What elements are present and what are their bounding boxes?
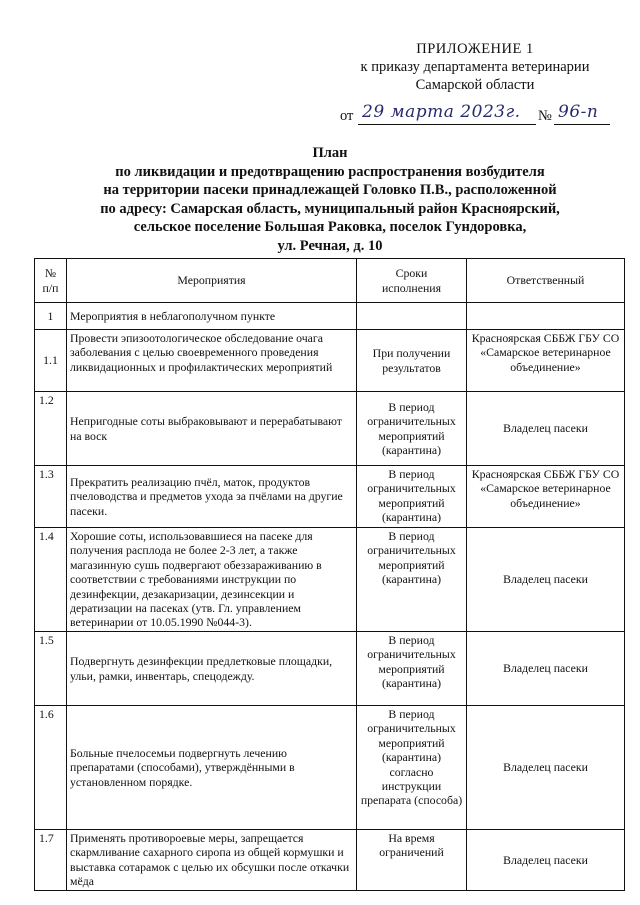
- plan-line: по ликвидации и предотвращению распространения возбудителя: [115, 163, 545, 180]
- row-responsible: Красноярская СББЖ ГБУ СО «Самарское ветеринарное объединение»: [467, 330, 625, 392]
- appendix-header: [330, 40, 620, 94]
- header-term-line1: Сроки: [395, 266, 428, 281]
- row-activity: Подвергнуть дезинфекции предлетковые площадки, ульи, рамки, инвентарь, спецодежду.: [67, 632, 357, 706]
- plan-line: по адресу: Самарская область, муниципальный район Красноярский,: [100, 200, 560, 217]
- table-row: [35, 330, 625, 392]
- row-term: В период ограничительных мероприятий (карантина) согласно инструкции препарата (способа): [357, 706, 467, 830]
- table-row: [35, 392, 625, 466]
- row-activity: Прекратить реализацию пчёл, маток, продуктов пчеловодства и предметов ухода за пчёлами на другие пасеки.: [67, 466, 357, 528]
- plan-line: на территории пасеки принадлежащей Головко П.В., расположенной: [103, 182, 557, 199]
- section-resp-empty: [467, 303, 625, 330]
- table-header-row: [35, 259, 625, 303]
- header-activity: Мероприятия: [67, 259, 357, 303]
- appendix-title: ПРИЛОЖЕНИЕ 1: [416, 41, 534, 57]
- plan-line: ул. Речная, д. 10: [277, 237, 383, 254]
- header-num: [35, 259, 67, 303]
- row-activity: Больные пчелосемьи подвергнуть лечению препаратами (способами), утверждёнными в установленном порядке.: [67, 706, 357, 830]
- date-underline: [358, 124, 536, 125]
- row-responsible: Красноярская СББЖ ГБУ СО «Самарское ветеринарное объединение»: [467, 466, 625, 528]
- row-responsible: Владелец пасеки: [467, 706, 625, 830]
- row-activity: Провести эпизоотологическое обследование очага заболевания с целью своевременного проведения ликвидационных и профилактических мероприятий: [67, 330, 357, 392]
- row-term: В период ограничительных мероприятий (карантина): [357, 392, 467, 466]
- row-responsible: Владелец пасеки: [467, 528, 625, 632]
- row-activity: Применять противороевые меры, запрещается скармливание сахарного сиропа из общей кормушки и выставка сотарамок с целью их обсушки после откачки мёда: [67, 830, 357, 891]
- row-activity: Хорошие соты, использовавшиеся на пасеке для получения расплода не более 2-3 лет, а также магазинную сушь подвергают обеззараживанию в соответствии с требованиями инструкции по дезинфекции, дезакаризации, дезинсекции и дератизации на пасеках (утв. Гл. управлением ветеринарии от 10.05.1990 №044-3).: [67, 528, 357, 632]
- order-number-handwritten: 96-п: [558, 102, 599, 122]
- row-term: В период ограничительных мероприятий (карантина): [357, 528, 467, 632]
- row-num: 1.2: [35, 392, 67, 466]
- section-title: Мероприятия в неблагополучном пункте: [67, 303, 357, 330]
- row-activity: Непригодные соты выбраковывают и перерабатывают на воск: [67, 392, 357, 466]
- header-term: [357, 259, 467, 303]
- row-num: 1.4: [35, 528, 67, 632]
- row-responsible: Владелец пасеки: [467, 632, 625, 706]
- order-from-label: от: [340, 108, 354, 124]
- plan-title: План: [312, 145, 348, 161]
- table-row: [35, 632, 625, 706]
- order-number-label: №: [538, 108, 552, 124]
- appendix-line-2: Самарской области: [415, 77, 535, 93]
- row-term: В период ограничительных мероприятий (карантина): [357, 632, 467, 706]
- row-term: При получении результатов: [357, 330, 467, 392]
- header-responsible: Ответственный: [467, 259, 625, 303]
- header-term-line2: исполнения: [381, 280, 442, 295]
- header-num-line1: №: [44, 266, 57, 281]
- header-num-line2: п/п: [42, 280, 59, 295]
- row-responsible: Владелец пасеки: [467, 830, 625, 891]
- row-num: 1.1: [35, 330, 67, 392]
- number-underline: [554, 124, 610, 125]
- appendix-line-1: к приказу департамента ветеринарии: [360, 59, 590, 75]
- plan-heading: [100, 144, 560, 256]
- table-row: [35, 466, 625, 528]
- table-row: [35, 706, 625, 830]
- row-num: 1.5: [35, 632, 67, 706]
- order-date-handwritten: 29 марта 2023г.: [362, 102, 521, 122]
- row-num: 1.7: [35, 830, 67, 891]
- row-term: На время ограничений: [357, 830, 467, 891]
- row-num: 1.6: [35, 706, 67, 830]
- section-term-empty: [357, 303, 467, 330]
- table-row: [35, 830, 625, 891]
- table-row: [35, 528, 625, 632]
- row-num: 1.3: [35, 466, 67, 528]
- plan-line: сельское поселение Большая Раковка, поселок Гундоровка,: [133, 219, 527, 236]
- row-responsible: Владелец пасеки: [467, 392, 625, 466]
- plan-table: [34, 258, 625, 891]
- order-date-line: [340, 104, 610, 130]
- section-num: 1: [35, 303, 67, 330]
- section-row: [35, 303, 625, 330]
- row-term: В период ограничительных мероприятий (карантина): [357, 466, 467, 528]
